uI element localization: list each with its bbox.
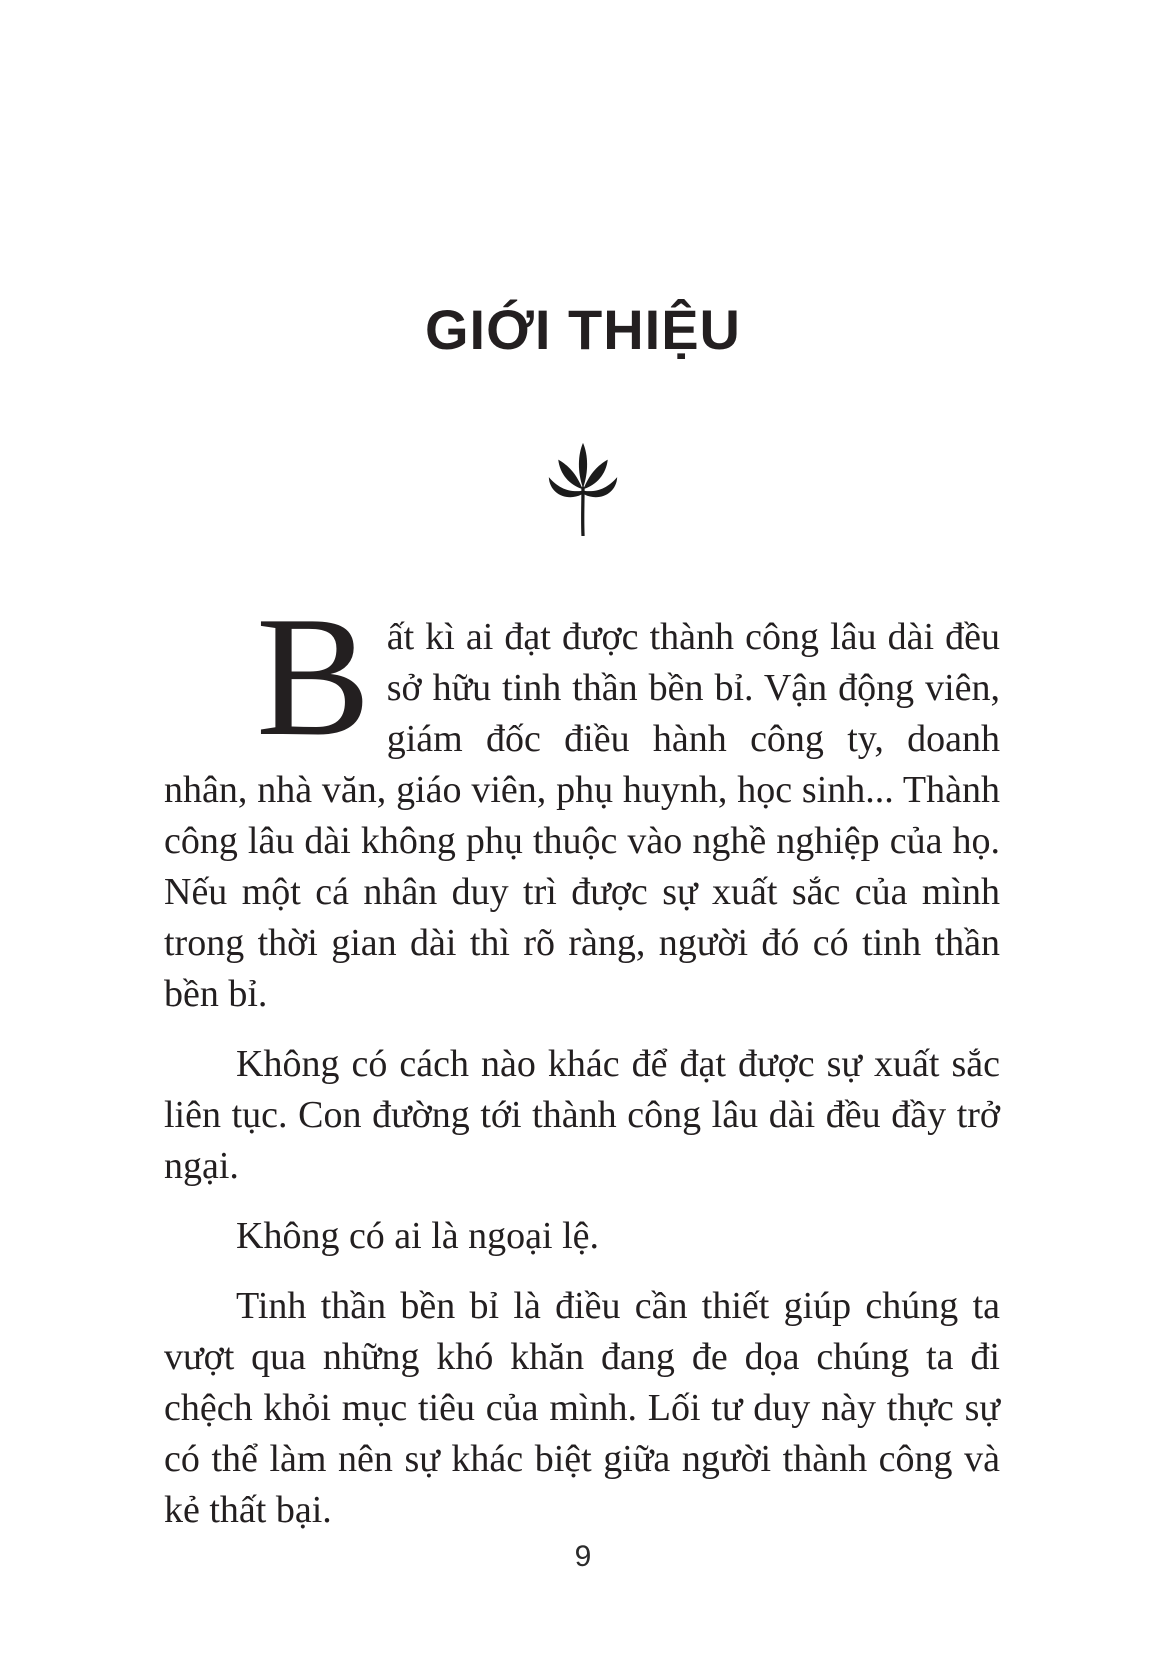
chapter-title: GIỚI THIỆU	[424, 298, 741, 361]
paragraph: Không có cách nào khác để đạt được sự xuất sắc liên tục. Con đường tới thành công lâu dài đều đầy trở ngại.	[164, 1043, 1000, 1187]
paragraph-text: ất kì ai đạt được thành công lâu dài đều sở hữu tinh thần bền bỉ. Vận động viên, giám đốc điều hành công ty, doanh nhân, nhà văn, giáo viên, phụ huynh, học sinh... Thành công lâu dài không phụ thuộc vào nghề nghiệp của họ. Nếu một cá nhân duy trì được sự xuất sắc của mình trong thời gian dài thì rõ ràng, người đó có tinh thần bền bỉ.	[164, 616, 1000, 1015]
paragraph	[164, 582, 1000, 1020]
paragraph: Tinh thần bền bỉ là điều cần thiết giúp chúng ta vượt qua những khó khăn đang đe dọa chúng ta đi chệch khỏi mục tiêu của mình. Lối tư duy này thực sự có thể làm nên sự khác biệt giữa người thành công và kẻ thất bại.	[164, 1285, 1000, 1531]
page-number: 9	[574, 1540, 592, 1573]
drop-cap: B	[256, 582, 371, 772]
palmette-leaf-ornament-icon	[546, 523, 620, 540]
paragraph: Không có ai là ngoại lệ.	[236, 1215, 600, 1257]
ornament-container	[0, 440, 1166, 536]
chapter-body	[164, 582, 1000, 1555]
